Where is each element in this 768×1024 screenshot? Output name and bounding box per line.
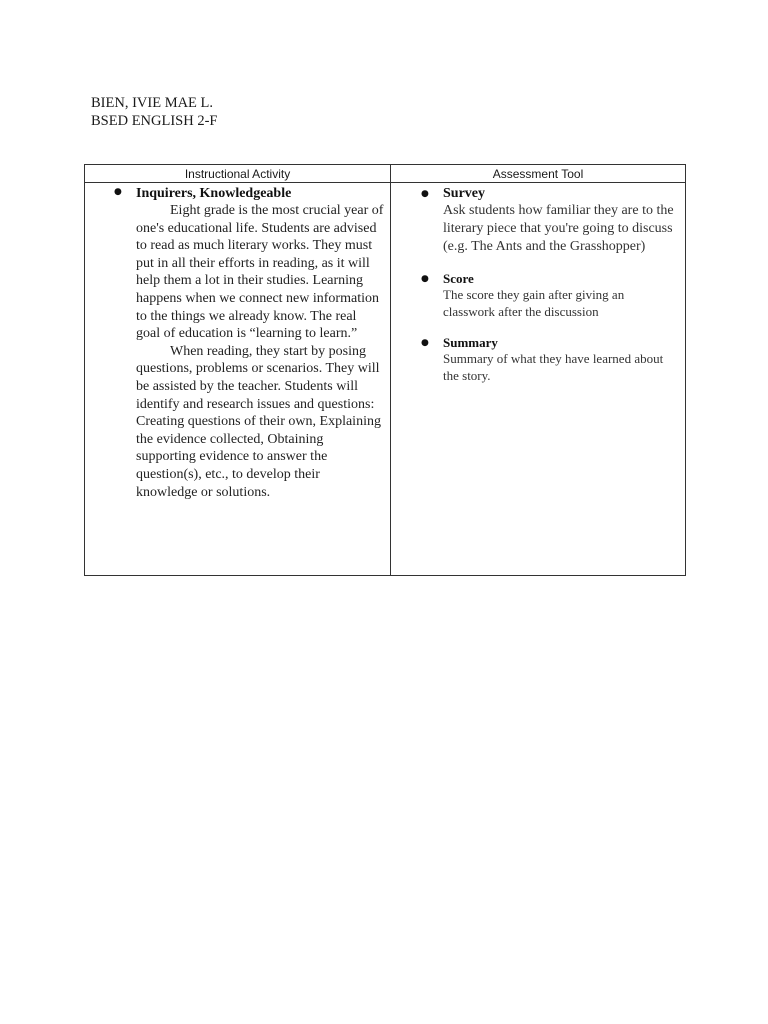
- assessment-title: Score: [443, 271, 474, 286]
- instructional-activity-cell: [85, 183, 391, 576]
- assessment-title: Summary: [443, 335, 498, 350]
- assessment-item-survey: [391, 185, 679, 256]
- table-header-row: [85, 165, 686, 183]
- student-name: BIEN, IVIE MAE L.: [91, 95, 214, 111]
- bullet-icon: ●: [421, 274, 429, 284]
- activity-paragraph: When reading, they start by posing questions, problems or scenarios. They will be assisted by the teacher. Students will identify and research issues and questions: Creating questions of their own, Explaining the evidence collected, Obtaining supporting evidence to answer the question(s), etc., to develop their knowledge or solutions.: [136, 343, 381, 500]
- activity-assessment-table: [84, 164, 686, 576]
- assessment-list: [391, 183, 685, 384]
- header-instructional-activity: Instructional Activity: [85, 165, 391, 183]
- assessment-item-score: [391, 270, 679, 320]
- activity-paragraph: Eight grade is the most crucial year of one's educational life. Students are advised to read as much literary works. They must put in all their efforts in reading, as it will help them a lot in their studies. Learning happens when we connect new information to the things we already know. The real goal of education is “learning to learn.”: [136, 203, 384, 342]
- table-row: [85, 183, 686, 576]
- assessment-tool-cell: [391, 183, 686, 576]
- activity-item: [85, 183, 390, 501]
- assessment-item-summary: [391, 334, 679, 384]
- assessment-text: The score they gain after giving an classwork after the discussion: [443, 287, 625, 319]
- header-assessment-tool: Assessment Tool: [391, 165, 686, 183]
- student-header: [91, 94, 217, 130]
- assessment-title: Survey: [443, 186, 485, 201]
- assessment-text: Summary of what they have learned about the story.: [443, 351, 664, 383]
- bullet-icon: ●: [114, 187, 122, 197]
- activity-body: [136, 202, 384, 501]
- assessment-text: Ask students how familiar they are to the literary piece that you're going to discuss (e.g. The Ants and the Grasshopper): [443, 203, 674, 254]
- bullet-icon: ●: [421, 189, 429, 199]
- student-course: BSED ENGLISH 2-F: [91, 113, 218, 129]
- bullet-icon: ●: [421, 338, 429, 348]
- activity-title: Inquirers, Knowledgeable: [136, 186, 292, 201]
